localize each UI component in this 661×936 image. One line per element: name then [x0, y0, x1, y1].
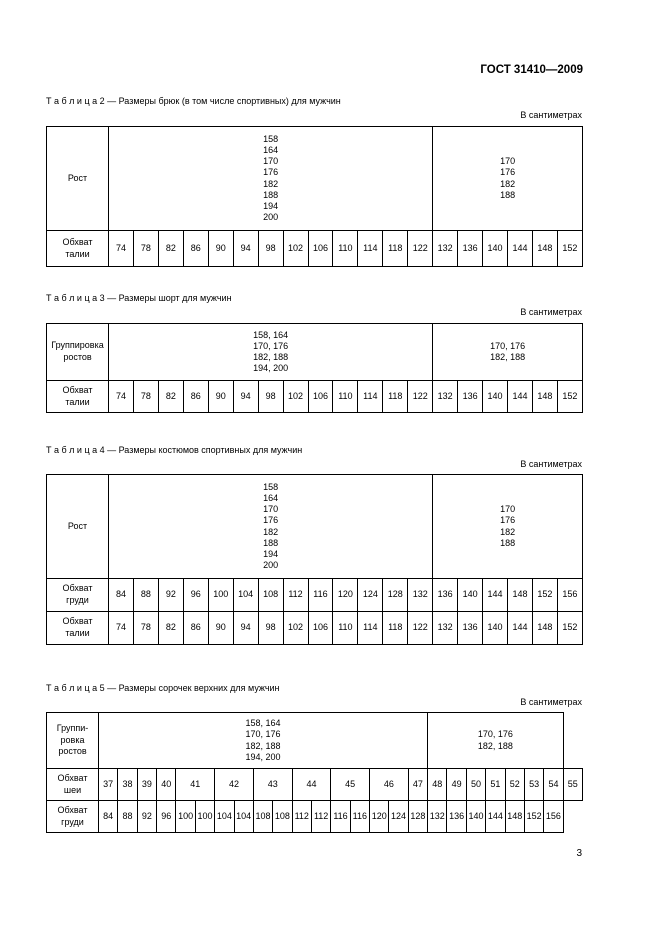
table4-unit: В сантиметрах — [520, 459, 582, 469]
table5-neck-cell: 54 — [544, 769, 563, 801]
table4-waist-cell: 110 — [333, 612, 358, 645]
table5-chest-cell: 136 — [447, 801, 466, 833]
table5-chest-cell: 96 — [157, 801, 176, 833]
table3-waist-cell: 90 — [208, 381, 233, 413]
table4-chest-cell: 124 — [358, 579, 383, 612]
table5-chest-cell: 112 — [292, 801, 311, 833]
table4-chest-cell: 84 — [109, 579, 134, 612]
table3-unit: В сантиметрах — [520, 307, 582, 317]
table5-chest-cell: 120 — [370, 801, 389, 833]
table5-neck-cell: 49 — [447, 769, 466, 801]
table2-height-group1: 158 164 170 176 182 188 194 200 — [109, 127, 433, 231]
table3-waist-cell: 132 — [433, 381, 458, 413]
table2-waist-cell: 118 — [383, 231, 408, 267]
table5-neck-cell: 51 — [486, 769, 505, 801]
table4-chest-cell: 156 — [557, 579, 582, 612]
table5-chest-cell: 128 — [408, 801, 427, 833]
table5-neck-cell: 47 — [408, 769, 427, 801]
table5-caption: Т а б л и ц а 5 — Размеры сорочек верхних для мужчин — [46, 683, 280, 693]
table3-waist-cell: 102 — [283, 381, 308, 413]
table4-waist-cell: 106 — [308, 612, 333, 645]
table5-chest-cell: 108 — [273, 801, 292, 833]
table2-height-group2: 170 176 182 188 — [433, 127, 583, 231]
table5-neck-cell: 52 — [505, 769, 524, 801]
table5-chest-label: Обхват груди — [47, 801, 99, 833]
table3-waist-cell: 136 — [458, 381, 483, 413]
table2-waist-label: Обхват талии — [47, 231, 109, 267]
table2-waist-cell: 82 — [158, 231, 183, 267]
table4-chest-cell: 148 — [508, 579, 533, 612]
table4-chest-cell: 96 — [183, 579, 208, 612]
table4-waist-cell: 152 — [557, 612, 582, 645]
table5-neck-cell: 43 — [253, 769, 292, 801]
table4-chest-cell: 88 — [133, 579, 158, 612]
table2-waist-cell: 148 — [532, 231, 557, 267]
table3-caption: Т а б л и ц а 3 — Размеры шорт для мужчин — [46, 293, 232, 303]
table4-caption: Т а б л и ц а 4 — Размеры костюмов спортивных для мужчин — [46, 445, 303, 455]
table5-chest-cell: 100 — [195, 801, 214, 833]
table4-chest-cell: 116 — [308, 579, 333, 612]
table5-neck-cell: 44 — [292, 769, 331, 801]
table4-chest-label: Обхват груди — [47, 579, 109, 612]
table3-waist-cell: 144 — [508, 381, 533, 413]
table4-waist-label: Обхват талии — [47, 612, 109, 645]
table3 — [46, 323, 583, 413]
table5-neck-cell: 40 — [157, 769, 176, 801]
table4-waist-cell: 86 — [183, 612, 208, 645]
table3-waist-cell: 78 — [133, 381, 158, 413]
table4-waist-cell: 90 — [208, 612, 233, 645]
table2-height-label: Рост — [47, 127, 109, 231]
table3-waist-cell: 148 — [532, 381, 557, 413]
table3-waist-cell: 140 — [483, 381, 508, 413]
table4-waist-cell: 98 — [258, 612, 283, 645]
table2-caption: Т а б л и ц а 2 — Размеры брюк (в том числе спортивных) для мужчин — [46, 96, 341, 106]
table4-height-label: Рост — [47, 475, 109, 579]
table5-chest-cell: 116 — [350, 801, 369, 833]
table4-chest-cell: 120 — [333, 579, 358, 612]
table3-waist-cell: 152 — [557, 381, 582, 413]
table2-waist-cell: 98 — [258, 231, 283, 267]
table2-waist-cell: 152 — [557, 231, 582, 267]
table2-waist-cell: 78 — [133, 231, 158, 267]
table4-chest-cell: 100 — [208, 579, 233, 612]
table5-chest-cell: 144 — [486, 801, 505, 833]
table2-waist-cell: 140 — [483, 231, 508, 267]
table5-chest-cell: 92 — [137, 801, 156, 833]
table5-neck-cell: 55 — [563, 769, 582, 801]
table5-neck-cell: 39 — [137, 769, 156, 801]
table5-neck-label: Обхват шеи — [47, 769, 99, 801]
table2-waist-cell: 144 — [508, 231, 533, 267]
table4-waist-cell: 148 — [532, 612, 557, 645]
table5-chest-cell: 152 — [524, 801, 543, 833]
table4-waist-cell: 114 — [358, 612, 383, 645]
table5-chest-cell: 132 — [428, 801, 447, 833]
table3-waist-cell: 114 — [358, 381, 383, 413]
table2-waist-cell: 90 — [208, 231, 233, 267]
table2 — [46, 126, 583, 267]
table4-height-group2: 170 176 182 188 — [433, 475, 583, 579]
table4-chest-cell: 132 — [408, 579, 433, 612]
table5-neck-cell: 45 — [331, 769, 370, 801]
table5-chest-cell: 104 — [234, 801, 253, 833]
table5-chest-cell: 156 — [544, 801, 563, 833]
table3-waist-cell: 94 — [233, 381, 258, 413]
table2-unit: В сантиметрах — [520, 110, 582, 120]
table4-waist-cell: 140 — [483, 612, 508, 645]
table5-neck-cell: 50 — [466, 769, 485, 801]
table5-neck-cell: 46 — [370, 769, 409, 801]
document-header: ГОСТ 31410—2009 — [480, 64, 583, 76]
table5-neck-cell: 42 — [215, 769, 254, 801]
table2-waist-cell: 86 — [183, 231, 208, 267]
table4-chest-cell: 92 — [158, 579, 183, 612]
table5-group-label: Группи- ровка ростов — [47, 713, 99, 769]
table2-waist-cell: 114 — [358, 231, 383, 267]
table4-chest-cell: 152 — [532, 579, 557, 612]
table2-waist-cell: 106 — [308, 231, 333, 267]
table3-waist-cell: 118 — [383, 381, 408, 413]
table3-waist-cell: 98 — [258, 381, 283, 413]
table4-height-group1: 158 164 170 176 182 188 194 200 — [109, 475, 433, 579]
table5-neck-cell: 41 — [176, 769, 215, 801]
table5-height-group1: 158, 164 170, 176 182, 188 194, 200 — [99, 713, 428, 769]
table4-chest-cell: 128 — [383, 579, 408, 612]
table3-height-group1: 158, 164 170, 176 182, 188 194, 200 — [109, 324, 433, 381]
table4-waist-cell: 102 — [283, 612, 308, 645]
table5-chest-cell: 124 — [389, 801, 408, 833]
table4-waist-cell: 144 — [508, 612, 533, 645]
table2-waist-cell: 102 — [283, 231, 308, 267]
table2-waist-cell: 94 — [233, 231, 258, 267]
table2-waist-cell: 132 — [433, 231, 458, 267]
table3-waist-cell: 106 — [308, 381, 333, 413]
table3-group-label: Группировка ростов — [47, 324, 109, 381]
table2-waist-cell: 110 — [333, 231, 358, 267]
table2-waist-cell: 136 — [458, 231, 483, 267]
table5-chest-cell: 88 — [118, 801, 137, 833]
table3-waist-cell: 110 — [333, 381, 358, 413]
table2-waist-cell: 122 — [408, 231, 433, 267]
table5-neck-cell: 48 — [428, 769, 447, 801]
table4-chest-cell: 140 — [458, 579, 483, 612]
table4-chest-cell: 108 — [258, 579, 283, 612]
table4-waist-cell: 82 — [158, 612, 183, 645]
table4-waist-cell: 118 — [383, 612, 408, 645]
table5-height-group2: 170, 176 182, 188 — [428, 713, 564, 769]
table4-chest-cell: 104 — [233, 579, 258, 612]
table5 — [46, 712, 583, 833]
table3-waist-cell: 74 — [109, 381, 134, 413]
table4-waist-cell: 136 — [458, 612, 483, 645]
table4-chest-cell: 144 — [483, 579, 508, 612]
table2-waist-cell: 74 — [109, 231, 134, 267]
table5-chest-cell: 104 — [215, 801, 234, 833]
table5-unit: В сантиметрах — [520, 697, 582, 707]
table5-chest-cell: 108 — [253, 801, 272, 833]
table4-waist-cell: 78 — [133, 612, 158, 645]
table3-height-group2: 170, 176 182, 188 — [433, 324, 583, 381]
table3-waist-cell: 86 — [183, 381, 208, 413]
table5-chest-cell: 100 — [176, 801, 195, 833]
table4-chest-cell: 136 — [433, 579, 458, 612]
table5-chest-cell: 84 — [99, 801, 118, 833]
table4-chest-cell: 112 — [283, 579, 308, 612]
table5-chest-cell: 112 — [311, 801, 330, 833]
table5-neck-cell: 53 — [524, 769, 543, 801]
table5-neck-cell: 38 — [118, 769, 137, 801]
table4-waist-cell: 94 — [233, 612, 258, 645]
table3-waist-label: Обхват талии — [47, 381, 109, 413]
table5-neck-cell: 37 — [99, 769, 118, 801]
table3-waist-cell: 122 — [408, 381, 433, 413]
table4-waist-cell: 122 — [408, 612, 433, 645]
table4-waist-cell: 74 — [109, 612, 134, 645]
table4 — [46, 474, 583, 645]
page-number: 3 — [576, 848, 582, 859]
table5-chest-cell: 116 — [331, 801, 350, 833]
table5-chest-cell: 148 — [505, 801, 524, 833]
table5-chest-cell: 140 — [466, 801, 485, 833]
table3-waist-cell: 82 — [158, 381, 183, 413]
table4-waist-cell: 132 — [433, 612, 458, 645]
